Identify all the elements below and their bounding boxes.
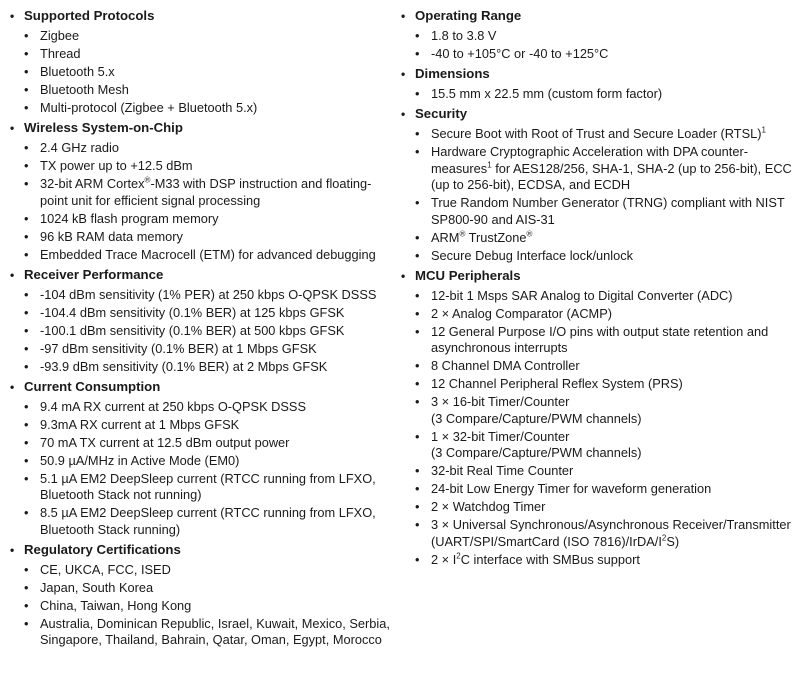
item-text-part: 3 × Universal Synchronous/Asynchronous Receiver/Transmitter (UART/SPI/SmartCard (ISO 7816)/IrDA/I [431,517,791,549]
list-item [401,306,796,323]
bullet-icon: • [24,416,29,432]
superscript: 2 [456,551,461,561]
list-item [401,358,796,375]
feature-list [401,288,796,569]
list-item [401,324,796,357]
list-item [401,499,796,516]
section-current-consumption [10,377,390,539]
list-item [401,394,796,427]
item-line: (3 Compare/Capture/PWM channels) [431,445,642,460]
bullet-icon: • [415,86,420,101]
bullet-icon: • [10,9,15,23]
item-text-part: Hardware Cryptographic Acceleration with DPA counter-measures [431,144,748,176]
item-text [431,552,796,569]
list-item [10,305,390,322]
bullet-icon: • [415,247,420,263]
list-item [10,64,390,81]
bullet-icon: • [24,286,29,302]
bullet-icon: • [24,322,29,338]
list-item [10,598,390,615]
bullet-icon: • [415,481,420,496]
bullet-icon: • [24,140,29,155]
bullet-icon: • [415,463,420,478]
item-text-part: Secure Boot with Root of Trust and Secure Loader (RTSL) [431,126,762,141]
bullet-icon: • [24,579,29,595]
bullet-icon: • [24,210,29,226]
section-supported-protocols [10,6,390,117]
bullet-icon: • [24,158,29,173]
section-heading [401,104,796,125]
item-text: 2.4 GHz radio [40,140,119,155]
bullet-icon: • [24,28,29,43]
item-text: -93.9 dBm sensitivity (0.1% BER) at 2 Mbps GFSK [40,358,328,374]
section-heading [10,6,390,27]
list-item [401,552,796,569]
item-text [431,394,796,427]
item-text: 12-bit 1 Msps SAR Analog to Digital Converter (ADC) [431,287,733,303]
list-item [401,144,796,194]
item-text: Bluetooth Mesh [40,82,129,97]
list-item [10,211,390,228]
section-heading [401,64,796,85]
item-text: 5.1 µA EM2 DeepSleep current (RTCC running from LFXO, Bluetooth Stack not running) [40,470,376,502]
item-text: 32-bit Real Time Counter [431,463,574,478]
section-dimensions [401,64,796,103]
feature-list [10,287,390,376]
superscript: ® [526,229,533,239]
item-text: -100.1 dBm sensitivity (0.1% BER) at 500 kbps GFSK [40,322,345,338]
list-item [10,140,390,157]
item-text: China, Taiwan, Hong Kong [40,597,192,613]
bullet-icon: • [24,561,29,577]
bullet-icon: • [24,246,29,262]
superscript: 1 [761,125,766,135]
bullet-icon: • [415,358,420,373]
list-item [10,359,390,376]
bullet-icon: • [24,398,29,414]
list-item [401,86,796,103]
list-item [10,28,390,45]
item-text: 9.3mA RX current at 1 Mbps GFSK [40,416,240,432]
feature-list [401,86,796,103]
list-item [401,248,796,265]
section-title: Security [415,106,468,121]
bullet-icon: • [24,228,29,244]
feature-list [10,399,390,539]
item-text [431,230,796,247]
item-text: 8 Channel DMA Controller [431,358,580,373]
section-title: Dimensions [415,66,490,81]
item-text: 50.9 µA/MHz in Active Mode (EM0) [40,452,240,468]
list-item [10,505,390,538]
list-item [401,230,796,247]
item-text: Multi-protocol (Zigbee + Bluetooth 5.x) [40,100,258,115]
bullet-icon: • [24,597,29,613]
item-text: Secure Debug Interface lock/unlock [431,247,634,263]
list-item [401,46,796,63]
bullet-icon: • [415,394,420,409]
list-item [401,28,796,45]
item-text: -104 dBm sensitivity (1% PER) at 250 kbps O-QPSK DSSS [40,286,377,302]
list-item [401,376,796,393]
item-text: True Random Number Generator (TRNG) compliant with NIST SP800-90 and AIS-31 [431,195,785,227]
bullet-icon: • [24,340,29,356]
bullet-icon: • [415,28,420,43]
item-text: 96 kB RAM data memory [40,228,183,244]
item-text [431,429,796,462]
section-heading [10,118,390,139]
superscript: 2 [661,533,667,543]
item-text: Japan, South Korea [40,579,154,595]
item-text [40,176,390,209]
bullet-icon: • [10,267,15,282]
list-item [10,82,390,99]
section-title: MCU Peripherals [415,267,521,283]
list-item [401,481,796,498]
feature-list [10,562,390,649]
item-text: -104.4 dBm sensitivity (0.1% BER) at 125 kbps GFSK [40,304,345,320]
item-text: 70 mA TX current at 12.5 dBm output power [40,434,290,450]
item-text: 24-bit Low Energy Timer for waveform generation [431,481,712,496]
item-text: 9.4 mA RX current at 250 kbps O-QPSK DSSS [40,398,307,414]
list-item [10,580,390,597]
item-text-part: 32-bit ARM Cortex [40,176,145,191]
feature-list [401,28,796,63]
bullet-icon: • [415,551,420,567]
bullet-icon: • [415,229,420,245]
item-text: TX power up to +12.5 dBm [40,158,193,173]
superscript: ® [144,175,151,185]
bullet-icon: • [401,67,406,81]
item-text: 1024 kB flash program memory [40,210,219,226]
item-text: Zigbee [40,28,80,43]
bullet-icon: • [24,82,29,97]
item-text-part: -M33 with DSP instruction and floating-point unit for efficient signal processing [40,176,372,208]
list-item [401,517,796,550]
section-heading [10,265,390,286]
bullet-icon: • [24,358,29,374]
bullet-icon: • [24,434,29,450]
item-line: 3 × 16-bit Timer/Counter [431,394,570,409]
bullet-icon: • [24,505,29,520]
bullet-icon: • [401,107,406,121]
list-item [10,435,390,452]
bullet-icon: • [24,304,29,320]
item-text [431,126,796,143]
list-item [10,399,390,416]
item-text: -97 dBm sensitivity (0.1% BER) at 1 Mbps GFSK [40,340,317,356]
section-regulatory-certifications [10,540,390,649]
list-item [10,323,390,340]
list-item [10,341,390,358]
list-item [401,429,796,462]
right-column [401,6,796,570]
section-heading [401,6,796,27]
item-text: Embedded Trace Macrocell (ETM) for advanced debugging [40,246,376,262]
section-security [401,104,796,264]
item-text: Thread [40,46,81,61]
item-text: 15.5 mm x 22.5 mm (custom form factor) [431,86,663,101]
bullet-icon: • [24,452,29,468]
bullet-icon: • [10,379,15,394]
section-title: Regulatory Certifications [24,541,181,557]
bullet-icon: • [10,542,15,557]
list-item [10,453,390,470]
list-item [10,616,390,649]
bullet-icon: • [24,100,29,115]
bullet-icon: • [415,287,420,303]
section-mcu-peripherals [401,266,796,569]
item-text-part: TrustZone [465,229,527,245]
list-item [401,195,796,228]
item-text-part: ARM [431,229,460,245]
bullet-icon: • [415,499,420,514]
section-heading [10,540,390,561]
list-item [401,288,796,305]
bullet-icon: • [24,176,29,191]
bullet-icon: • [415,428,420,444]
bullet-icon: • [415,517,420,532]
list-item [401,463,796,480]
feature-list [10,140,390,263]
item-text: 8.5 µA EM2 DeepSleep current (RTCC running from LFXO, Bluetooth Stack running) [40,505,376,537]
bullet-icon: • [415,195,420,210]
list-item [401,126,796,143]
section-heading [10,377,390,398]
bullet-icon: • [401,268,406,283]
section-title: Wireless System-on-Chip [24,120,183,135]
item-text: CE, UKCA, FCC, ISED [40,561,171,577]
bullet-icon: • [415,305,420,321]
list-item [10,562,390,579]
item-text: 1.8 to 3.8 V [431,28,497,43]
feature-list [10,28,390,117]
item-line: (3 Compare/Capture/PWM channels) [431,410,642,426]
item-text: 12 General Purpose I/O pins with output state retention and asynchronous interrupts [431,323,769,355]
item-text: 2 × Analog Comparator (ACMP) [431,305,613,321]
left-column [10,6,390,650]
list-item [10,100,390,117]
bullet-icon: • [24,46,29,61]
bullet-icon: • [24,64,29,79]
list-item [10,247,390,264]
item-text-part: S) [666,533,680,549]
list-item [10,471,390,504]
item-text-part: 2 × I [431,551,457,567]
bullet-icon: • [415,323,420,339]
bullet-icon: • [415,126,420,141]
section-title: Current Consumption [24,378,161,394]
bullet-icon: • [415,376,420,391]
bullet-icon: • [415,144,420,159]
item-text: -40 to +105°C or -40 to +125°C [431,46,609,61]
list-item [10,287,390,304]
item-text: 2 × Watchdog Timer [431,499,546,514]
bullet-icon: • [10,121,15,135]
feature-list [401,126,796,264]
section-title: Operating Range [415,8,522,23]
section-wireless-system-on-chip [10,118,390,263]
bullet-icon: • [24,615,29,631]
superscript: ® [459,229,466,239]
item-text-part: for AES128/256, SHA-1, SHA-2 (up to 256-bit), ECC (up to 256-bit), ECDSA, and ECDH [431,160,792,192]
item-text: Australia, Dominican Republic, Israel, Kuwait, Mexico, Serbia, Singapore, Thailand, Bahrain, Qatar, Oman, Egypt, Morocco [40,615,390,647]
item-text [431,517,796,550]
item-text: 12 Channel Peripheral Reflex System (PRS) [431,376,683,391]
section-receiver-performance [10,265,390,376]
section-title: Supported Protocols [24,8,155,23]
list-item [10,158,390,175]
item-text: Bluetooth 5.x [40,64,115,79]
section-title: Receiver Performance [24,266,164,282]
item-text [431,144,796,194]
item-text-part: C interface with SMBus support [460,551,640,567]
list-item [10,417,390,434]
section-operating-range [401,6,796,63]
bullet-icon: • [415,46,420,61]
section-heading [401,266,796,287]
list-item [10,229,390,246]
list-item [10,176,390,209]
superscript: 1 [487,160,492,170]
list-item [10,46,390,63]
item-line: 1 × 32-bit Timer/Counter [431,428,570,444]
bullet-icon: • [24,470,29,486]
bullet-icon: • [401,9,406,23]
